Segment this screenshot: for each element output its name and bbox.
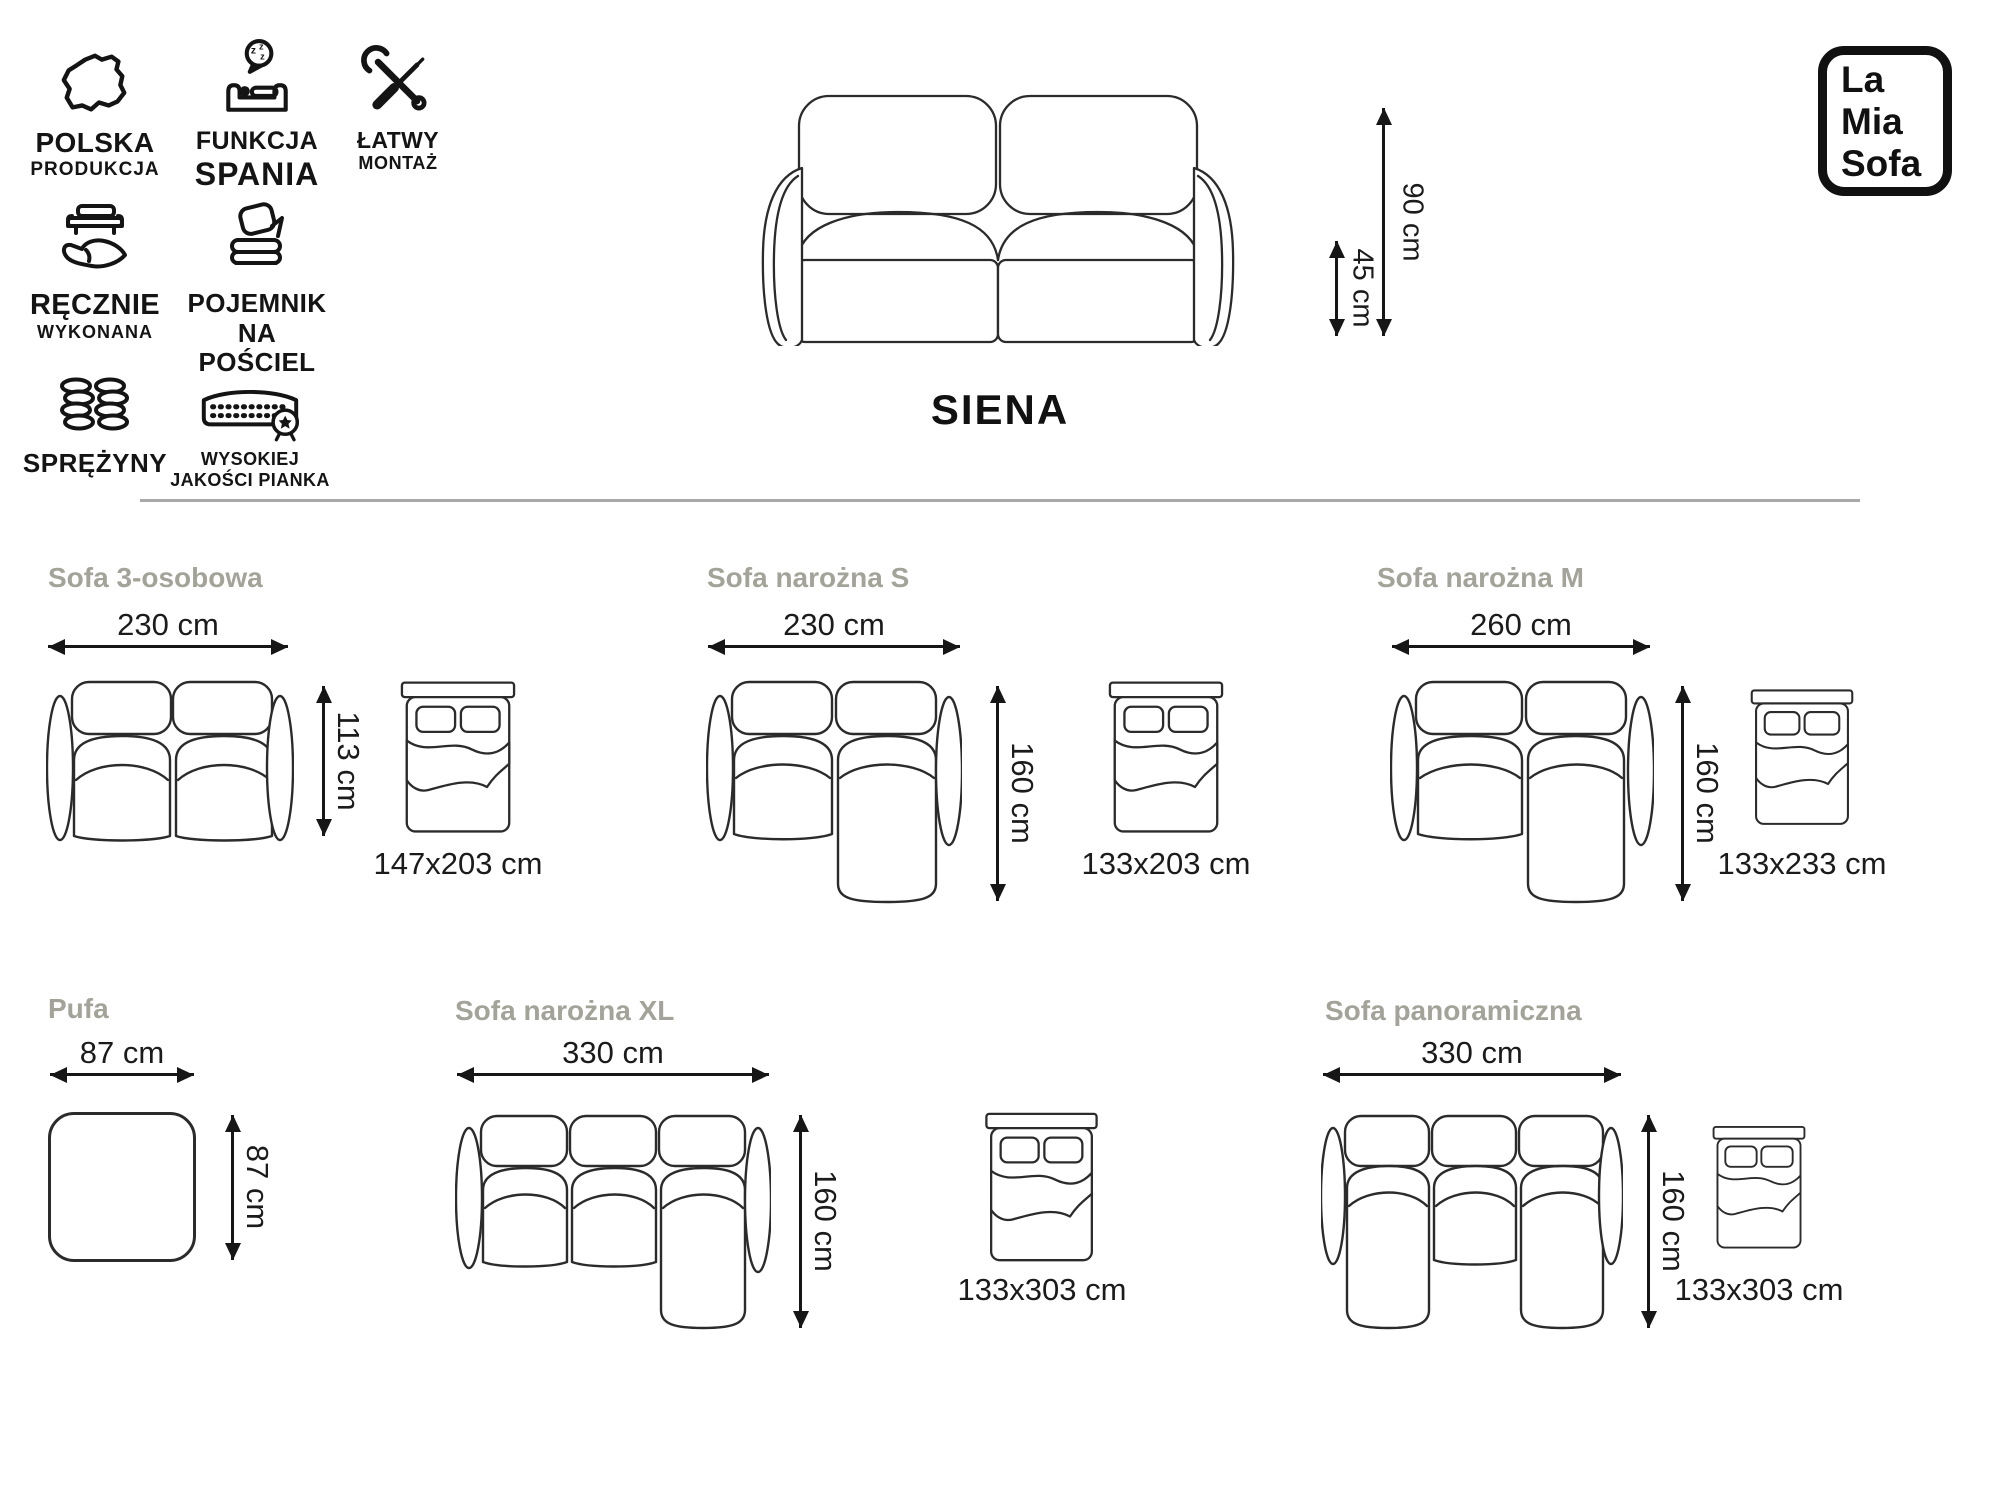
bed-top-view-drawing — [980, 1112, 1103, 1264]
svg-text:z: z — [259, 41, 264, 52]
bed-top-view-drawing — [1712, 1112, 1806, 1264]
width-dimension-arrow — [48, 645, 288, 648]
sofa-top-view-drawing — [46, 676, 294, 846]
sofa-top-view-drawing — [1390, 676, 1654, 906]
feature-label-line1: SPRĘŻYNY — [22, 448, 168, 478]
depth-dimension-arrow — [231, 1115, 234, 1260]
feature-label-line2: SPANIA — [194, 155, 320, 192]
feature-label-line1: WYSOKIEJ — [200, 449, 300, 469]
bedding-storage-icon — [182, 196, 332, 282]
width-dimension-arrow — [1323, 1073, 1621, 1076]
sleep-function-icon — [182, 34, 332, 120]
brand-logo-line: Mia — [1841, 101, 1903, 142]
width-dimension-label: 330 cm — [562, 1035, 664, 1070]
foam-quality-icon — [160, 370, 340, 442]
brand-logo-line: Sofa — [1841, 143, 1922, 184]
height-dimension-label: 90 cm — [1396, 182, 1429, 262]
depth-dimension-label: 160 cm — [1005, 742, 1040, 844]
sofa-top-view-drawing — [706, 676, 962, 906]
feature-recznie-wykonana — [20, 196, 170, 343]
width-dimension-arrow — [708, 645, 960, 648]
bed-size-label: 133x303 cm — [957, 1272, 1127, 1307]
sofa-front-view-drawing — [702, 86, 1294, 346]
svg-text:z: z — [250, 45, 256, 57]
product-name: SIENA — [930, 386, 1070, 433]
feature-sprezyny — [20, 370, 170, 479]
feature-label-line2: WYKONANA — [37, 322, 153, 343]
section-divider — [140, 499, 1860, 502]
depth-dimension-label: 160 cm — [1656, 1170, 1691, 1272]
width-dimension-arrow — [457, 1073, 769, 1076]
width-dimension-label: 330 cm — [1421, 1035, 1523, 1070]
depth-dimension-label: 113 cm — [331, 711, 366, 811]
bed-top-view-drawing — [1750, 678, 1854, 838]
feature-polska-produkcja — [20, 34, 170, 181]
variant-title: Pufa — [48, 993, 109, 1024]
feature-label-line1: FUNKCJA — [195, 127, 319, 155]
feature-label-line1: RĘCZNIE — [29, 289, 161, 321]
brand-logo — [1818, 46, 1952, 196]
handmade-icon — [20, 196, 170, 282]
easy-assembly-icon — [323, 34, 473, 120]
width-dimension-arrow — [1392, 645, 1650, 648]
bed-size-label: 133x233 cm — [1717, 846, 1887, 881]
depth-dimension-arrow — [799, 1115, 802, 1328]
feature-label-line2: NA POŚCIEL — [198, 317, 316, 378]
width-dimension-label: 230 cm — [117, 607, 219, 642]
feature-wysokiej-jakosci-pianka — [160, 370, 340, 490]
variant-title: Sofa narożna XL — [455, 995, 675, 1026]
sofa-top-view-drawing — [455, 1110, 771, 1332]
height-dimension-arrow — [1382, 108, 1385, 336]
width-dimension-label: 230 cm — [783, 607, 885, 642]
variant-title: Sofa panoramiczna — [1325, 995, 1582, 1026]
feature-label-line2: JAKOŚCI PIANKA — [170, 469, 330, 490]
feature-label-line1: ŁATWY — [356, 127, 440, 153]
width-dimension-label: 260 cm — [1470, 607, 1572, 642]
poland-map-icon — [20, 34, 170, 120]
svg-text:z: z — [260, 51, 265, 62]
depth-dimension-arrow — [996, 686, 999, 901]
variant-title: Sofa narożna M — [1377, 562, 1584, 593]
feature-label-line1: POJEMNIK — [187, 288, 327, 318]
variant-title: Sofa 3-osobowa — [48, 562, 263, 593]
depth-dimension-arrow — [1681, 686, 1684, 901]
feature-label-line2: PRODUKCJA — [30, 158, 160, 180]
depth-dimension-label: 160 cm — [808, 1170, 843, 1272]
depth-dimension-label: 87 cm — [240, 1144, 275, 1230]
depth-dimension-arrow — [322, 686, 325, 836]
bed-top-view-drawing — [1108, 678, 1224, 838]
width-dimension-arrow — [50, 1073, 194, 1076]
feature-pojemnik-na-posciel — [182, 196, 332, 378]
seat-height-dimension-arrow — [1335, 241, 1338, 336]
bed-size-label: 147x203 cm — [373, 846, 543, 881]
feature-label-line2: MONTAŻ — [358, 153, 438, 174]
feature-label-line1: POLSKA — [35, 127, 155, 158]
bed-top-view-drawing — [400, 678, 516, 838]
sofa-top-view-drawing — [1321, 1110, 1623, 1332]
bed-size-label: 133x203 cm — [1081, 846, 1251, 881]
feature-funkcja-spania — [182, 34, 332, 192]
depth-dimension-arrow — [1647, 1115, 1650, 1328]
pouf-top-view-drawing — [48, 1112, 196, 1262]
width-dimension-label: 87 cm — [79, 1035, 165, 1070]
bed-size-label: 133x303 cm — [1674, 1272, 1844, 1307]
depth-dimension-label: 160 cm — [1690, 742, 1725, 844]
feature-latwy-montaz — [323, 34, 473, 174]
variant-title: Sofa narożna S — [707, 562, 910, 593]
springs-icon — [20, 370, 170, 442]
brand-logo-line: La — [1841, 59, 1885, 100]
seat-height-dimension-label: 45 cm — [1346, 248, 1379, 328]
